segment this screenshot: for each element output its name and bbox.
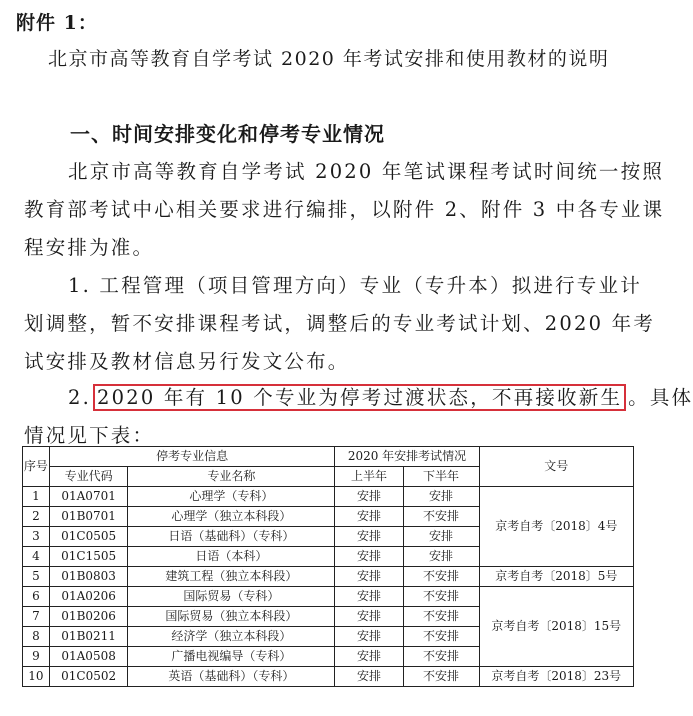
paragraph-2-line-2: 划调整，暂不安排课程考试，调整后的专业考试计划、2020 年考 [24, 312, 656, 335]
table-row [23, 587, 634, 607]
table-row [23, 487, 634, 507]
attachment-label: 附件 1： [16, 12, 98, 34]
paragraph-2-line-1: 1. 工程管理（项目管理方向）专业（专升本）拟进行专业计 [68, 274, 642, 297]
row-second-half: 不安排 [403, 627, 479, 647]
row-first-half: 安排 [335, 507, 403, 527]
suspended-majors-table [22, 446, 634, 687]
row-no: 8 [23, 627, 50, 647]
paragraph-1-line-3: 程安排为准。 [24, 236, 155, 259]
row-second-half: 不安排 [403, 647, 479, 667]
header-info-group: 停考专业信息 [49, 447, 335, 467]
row-first-half: 安排 [335, 567, 403, 587]
row-no: 3 [23, 527, 50, 547]
row-code: 01B0211 [49, 627, 128, 647]
row-code: 01A0701 [49, 487, 128, 507]
row-doc-number: 京考自考〔2018〕15号 [479, 587, 633, 667]
row-no: 4 [23, 547, 50, 567]
header-second-half: 下半年 [403, 467, 479, 487]
row-second-half: 不安排 [403, 667, 479, 687]
row-second-half: 不安排 [403, 567, 479, 587]
row-name: 日语（基础科）（专科） [128, 527, 335, 547]
paragraph-1-line-2: 教育部考试中心相关要求进行编排，以附件 2、附件 3 中各专业课 [24, 198, 665, 221]
row-code: 01A0206 [49, 587, 128, 607]
row-second-half: 不安排 [403, 587, 479, 607]
row-second-half: 安排 [403, 547, 479, 567]
paragraph-2-line-3: 试安排及教材信息另行发文公布。 [24, 350, 350, 373]
header-name: 专业名称 [128, 467, 335, 487]
row-first-half: 安排 [335, 627, 403, 647]
row-doc-number: 京考自考〔2018〕23号 [479, 667, 633, 687]
row-code: 01A0508 [49, 647, 128, 667]
row-name: 英语（基础科）（专科） [128, 667, 335, 687]
row-name: 广播电视编导（专科） [128, 647, 335, 667]
row-doc-number: 京考自考〔2018〕4号 [479, 487, 633, 567]
header-first-half: 上半年 [335, 467, 403, 487]
paragraph-3-line-1 [68, 382, 693, 410]
row-code: 01B0803 [49, 567, 128, 587]
row-first-half: 安排 [335, 527, 403, 547]
row-doc-number: 京考自考〔2018〕5号 [479, 567, 633, 587]
row-name: 国际贸易（独立本科段） [128, 607, 335, 627]
row-no: 7 [23, 607, 50, 627]
paragraph-3-prefix: 2. [68, 386, 92, 409]
row-name: 心理学（独立本科段） [128, 507, 335, 527]
row-second-half: 安排 [403, 487, 479, 507]
row-code: 01C1505 [49, 547, 128, 567]
row-second-half: 安排 [403, 527, 479, 547]
row-first-half: 安排 [335, 587, 403, 607]
row-first-half: 安排 [335, 487, 403, 507]
table-row [23, 667, 634, 687]
row-second-half: 不安排 [403, 507, 479, 527]
header-plan-group: 2020 年安排考试情况 [335, 447, 479, 467]
row-second-half: 不安排 [403, 607, 479, 627]
row-name: 心理学（专科） [128, 487, 335, 507]
paragraph-3-suffix: 。具体 [628, 386, 693, 409]
section-heading: 一、时间安排变化和停考专业情况 [70, 122, 385, 146]
paragraph-1-line-1: 北京市高等教育自学考试 2020 年笔试课程考试时间统一按照 [68, 160, 665, 183]
row-no: 9 [23, 647, 50, 667]
row-no: 10 [23, 667, 50, 687]
row-no: 5 [23, 567, 50, 587]
row-first-half: 安排 [335, 607, 403, 627]
highlighted-notice: 2020 年有 10 个专业为停考过渡状态，不再接收新生 [93, 384, 626, 411]
row-name: 经济学（独立本科段） [128, 627, 335, 647]
row-no: 1 [23, 487, 50, 507]
row-code: 01C0505 [49, 527, 128, 547]
header-no: 序号 [23, 447, 50, 487]
document-title: 北京市高等教育自学考试 2020 年考试安排和使用教材的说明 [48, 48, 610, 70]
row-code: 01B0206 [49, 607, 128, 627]
row-no: 6 [23, 587, 50, 607]
row-no: 2 [23, 507, 50, 527]
table-row [23, 567, 634, 587]
row-name: 日语（本科） [128, 547, 335, 567]
row-name: 国际贸易（专科） [128, 587, 335, 607]
header-doc-number: 文号 [479, 447, 633, 487]
row-first-half: 安排 [335, 647, 403, 667]
row-first-half: 安排 [335, 547, 403, 567]
paragraph-3-line-2: 情况见下表： [24, 424, 155, 447]
row-name: 建筑工程（独立本科段） [128, 567, 335, 587]
row-code: 01B0701 [49, 507, 128, 527]
row-code: 01C0502 [49, 667, 128, 687]
row-first-half: 安排 [335, 667, 403, 687]
header-code: 专业代码 [49, 467, 128, 487]
